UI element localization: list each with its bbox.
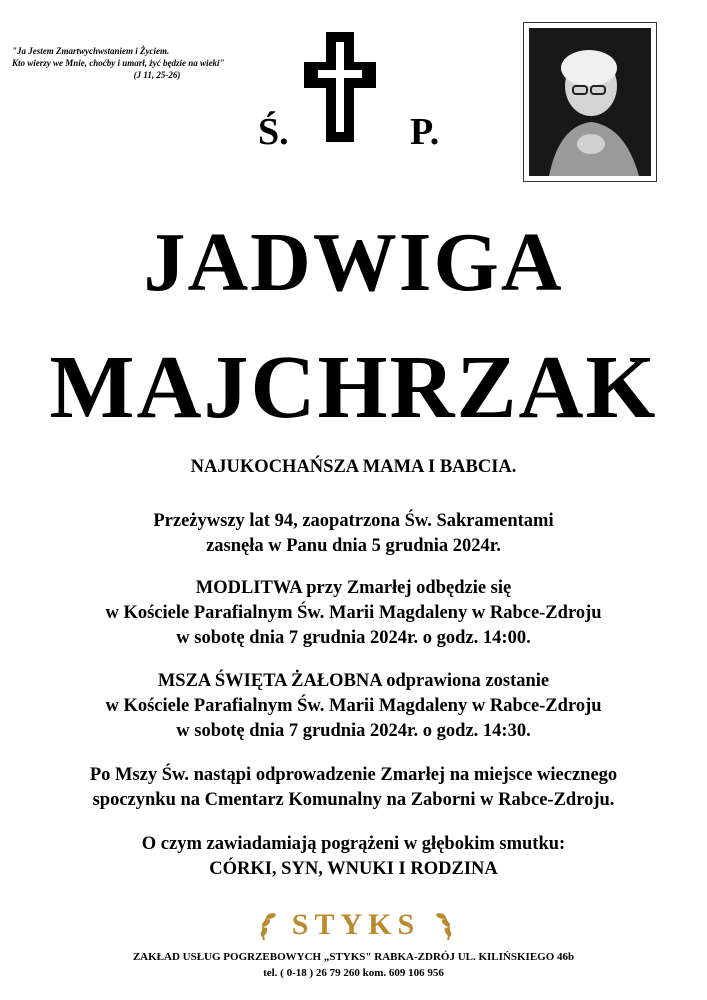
mass-line-2: w Kościele Parafialnym Św. Marii Magdaleny w Rabce-Zdroju bbox=[105, 696, 602, 716]
footer-company: ZAKŁAD USŁUG POGRZEBOWYCH „STYKS" RABKA-ZDRÓJ UL. KILIŃSKIEGO 46b bbox=[132, 951, 575, 963]
quote-line-2: Kto wierzy we Mnie, choćby i umarł, żyć będzie na wieki" bbox=[12, 58, 225, 68]
burial-line-2: spoczynku na Cmentarz Komunalny na Zaborni w Rabce-Zdroju. bbox=[92, 790, 615, 810]
prayer-line-1: MODLITWA przy Zmarłej odbędzie się bbox=[195, 578, 512, 598]
age-line-2: zasnęła w Panu dnia 5 grudnia 2024r. bbox=[206, 536, 501, 556]
p-label: P. bbox=[410, 111, 440, 153]
prayer-line-3: w sobotę dnia 7 grudnia 2024r. o godz. 14:00. bbox=[176, 628, 531, 648]
logo-text: STYKS bbox=[291, 908, 421, 941]
footer-phone: tel. ( 0-18 ) 26 79 260 kom. 609 106 956 bbox=[263, 967, 444, 979]
quote-reference: (J 11, 25-26) bbox=[133, 70, 181, 80]
prayer-line-2: w Kościele Parafialnym Św. Marii Magdaleny w Rabce-Zdroju bbox=[105, 603, 602, 623]
last-name: MAJCHRZAK bbox=[49, 338, 658, 437]
family-line-1: O czym zawiadamiają pogrążeni w głębokim smutku: bbox=[141, 834, 566, 854]
family-line-2: CÓRKI, SYN, WNUKI I RODZINA bbox=[209, 859, 498, 879]
quote-line-1: "Ja Jestem Zmartwychwstaniem i Życiem. bbox=[12, 46, 170, 56]
styks-logo bbox=[256, 906, 456, 946]
portrait-photo bbox=[523, 22, 657, 182]
s-label: Ś. bbox=[258, 111, 289, 153]
cross-icon bbox=[304, 32, 376, 142]
mass-line-1: MSZA ŚWIĘTA ŻAŁOBNA odprawiona zostanie bbox=[157, 671, 550, 691]
portrait-image bbox=[529, 28, 651, 176]
age-line-1: Przeżywszy lat 94, zaopatrzona Św. Sakramentami bbox=[153, 511, 554, 531]
mass-line-3: w sobotę dnia 7 grudnia 2024r. o godz. 14:30. bbox=[176, 721, 531, 741]
bible-quote bbox=[12, 45, 272, 81]
relation-text: NAJUKOCHAŃSZA MAMA I BABCIA. bbox=[190, 457, 517, 477]
first-name: JADWIGA bbox=[143, 216, 564, 309]
burial-line-1: Po Mszy Św. nastąpi odprowadzenie Zmarłej na miejsce wiecznego bbox=[89, 765, 618, 785]
